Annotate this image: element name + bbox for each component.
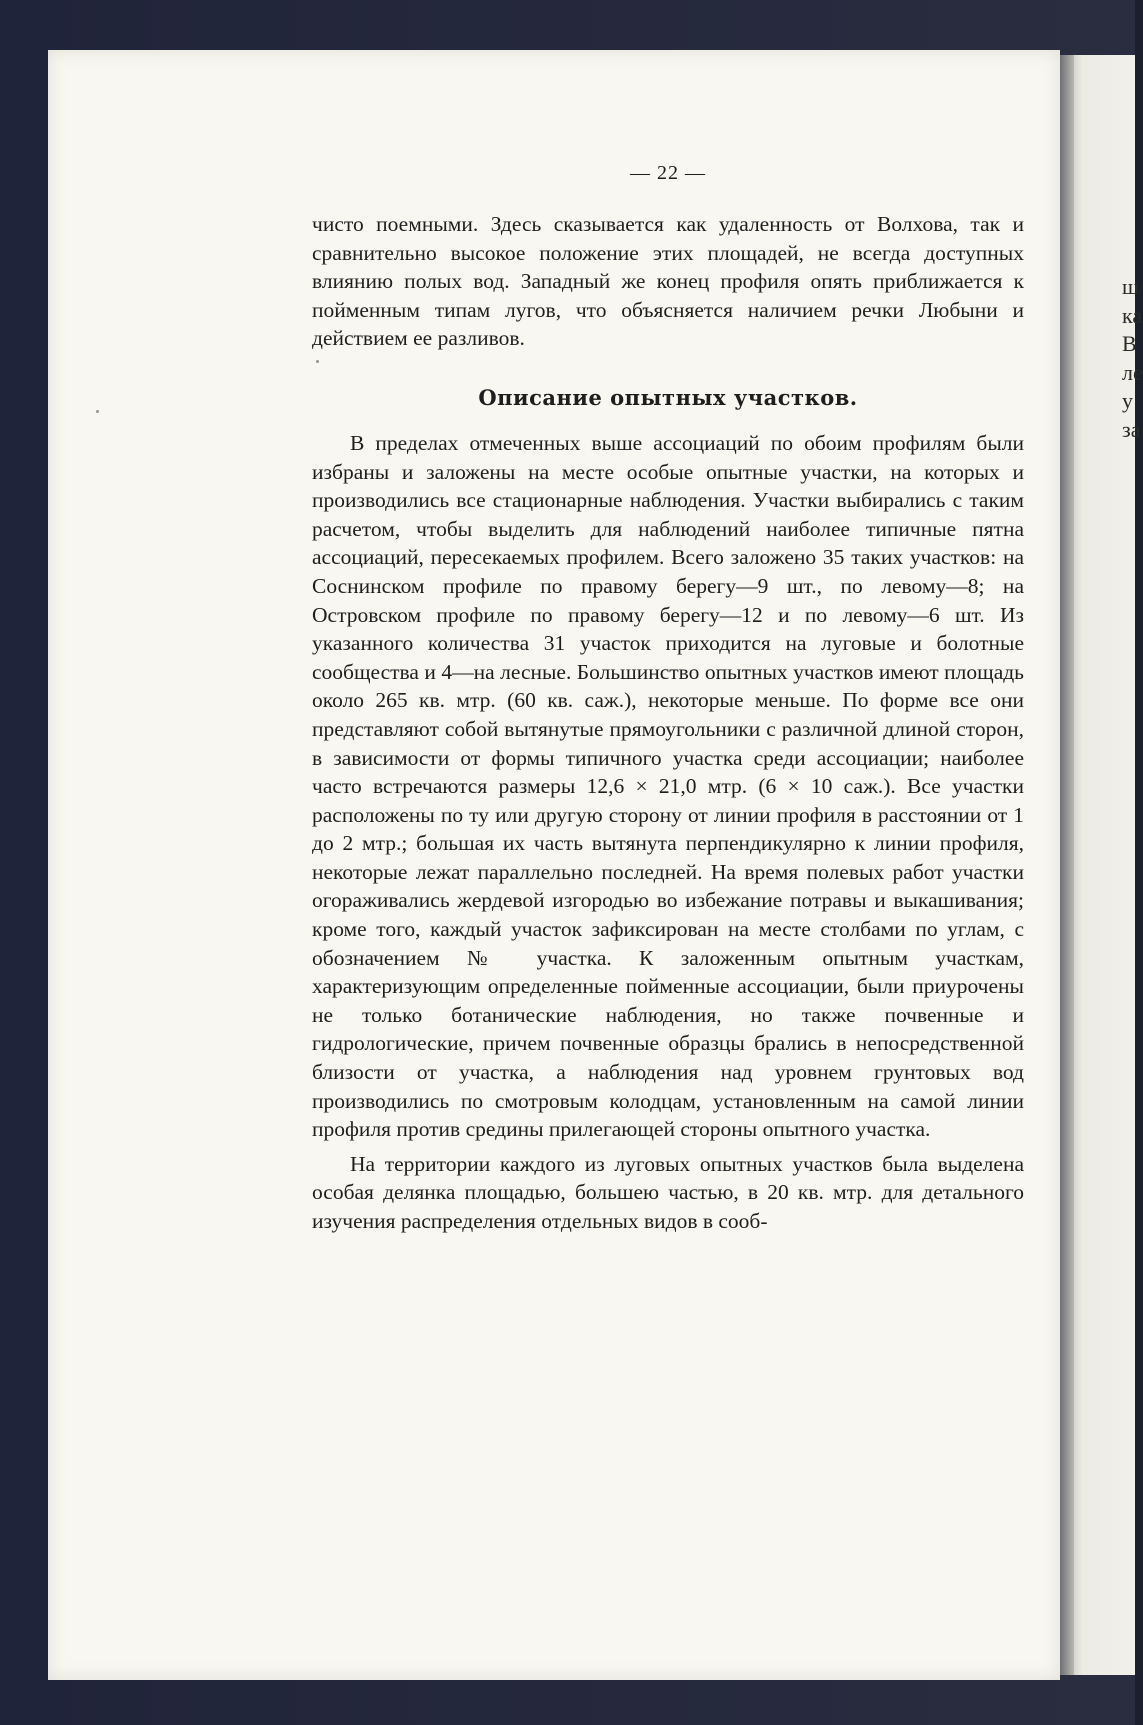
edge-line: ле	[1122, 359, 1143, 385]
paragraph-continuation: чисто поемными. Здесь сказывается как удаленность от Волхова, так и сравнительно высокое положение этих площадей, не всегда доступных влиянию полых вод. Западный же конец профиля опять приближается к пойменным типам лугов, что объясняется наличием речки Любыни и действием ее разливов.	[312, 212, 1024, 351]
section-heading: Описание опытных участков.	[478, 384, 858, 410]
paragraph: В пределах отмеченных выше ассоциаций по обоим профилям были избраны и заложены на месте особые опытные участки, на которых и производились все стационарные наблюдения. Участки выбирались с таким расчетом, чтобы выделить для наблюдений наиболее типичные пятна ассоциаций, пересекаемых профилем. Всего заложено 35 таких участков: на Соснинском профиле по правому берегу—9 шт., по левому—8; на Островском профиле по правому берегу—12 и по левому—6 шт. Из указанного количества 31 участок приходится на луговые и болотные сообщества и 4—на лесные. Большинство опытных участков имеют площадь около 265 кв. мтр. (60 кв. саж.), некоторые меньше. По форме все они представляют собой вытянутые прямоугольники с различной длиной сторон, в зависимости от формы типичного участка среди ассоциации; наиболее часто встречаются размеры 12,6 × 21,0 мтр. (6 × 10 саж.). Все участки расположены по ту или другую сторону от линии профиля в расстоянии от 1 до 2 мтр.; большая их часть вытянута перпендикулярно к линии профиля, некоторые лежат параллельно последней. На время полевых работ участки огораживались жердевой изгородью во избежание потравы и выкашивания; кроме того, каждый участок зафиксирован на месте столбами по углам, с обозначением № участка. К заложенным опытным участкам, характеризующим определенные пойменные ассоциации, были приурочены не только ботанические наблюдения, но также почвенные и гидрологические, причем почвенные образцы брались в непосредственной близости от участка, а наблюдения над уровнем грунтовых вод производились по смотровым колодцам, установленным на самой линии профиля против средины прилегающей стороны опытного участка.	[312, 430, 1024, 1142]
edge-line: ка	[1122, 302, 1143, 328]
paragraph: На территории каждого из луговых опытных участков была выделена особая делянка площадью, большею частью, в 20 кв. мтр. для детального изучения распределения отдельных видов в сооб-	[312, 1151, 1024, 1233]
page-content	[312, 160, 1024, 1236]
book-gutter	[1060, 55, 1074, 1675]
edge-line: В	[1122, 331, 1137, 356]
adjacent-page-edge	[1060, 55, 1143, 1675]
edge-line: за	[1122, 416, 1141, 442]
paper-speck	[96, 410, 99, 413]
page-number: — 22 —	[630, 162, 706, 184]
adjacent-page-text	[1122, 273, 1143, 444]
edge-line: ш	[1122, 274, 1139, 299]
edge-line: у	[1122, 388, 1133, 413]
